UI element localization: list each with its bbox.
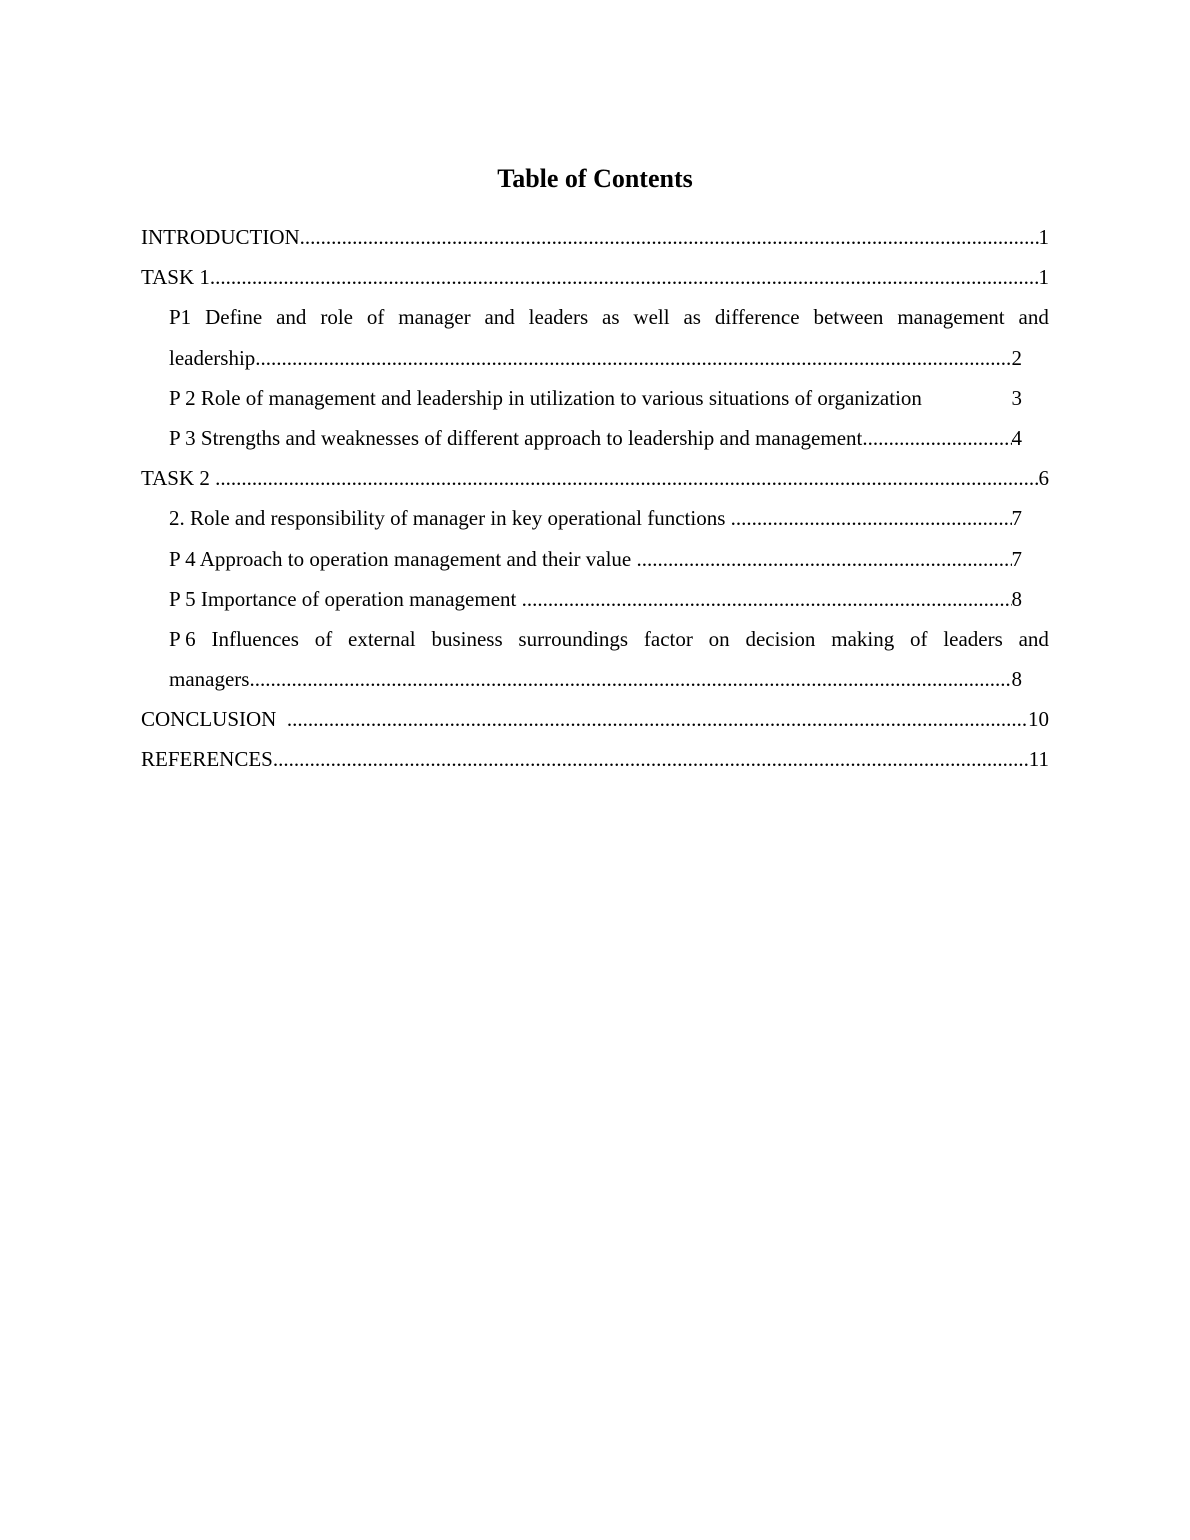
toc-entry-page: 7 (1011, 546, 1022, 571)
toc-entry-label: INTRODUCTION (141, 225, 300, 249)
toc-word: of (366, 305, 385, 330)
toc-entry-label: managers (169, 667, 250, 692)
toc-entry-p4[interactable] (169, 539, 1022, 579)
toc-word: Define (205, 305, 263, 330)
dot-leader (522, 579, 1012, 619)
toc-entry-label: P 4 Approach to operation management and their value (169, 546, 637, 571)
toc-entry-page: 11 (1028, 747, 1049, 772)
toc-word: P 6 (169, 626, 196, 651)
toc-entry-p3[interactable] (169, 418, 1022, 458)
toc-word: leaders (528, 305, 589, 330)
toc-entry-label: TASK 2 (141, 466, 216, 491)
toc-entry-page: 8 (1011, 667, 1022, 692)
toc-word: surroundings (518, 626, 629, 651)
table-of-contents (141, 217, 1049, 780)
toc-word: management (897, 305, 1005, 330)
toc-entry-conclusion[interactable] (141, 699, 1049, 739)
toc-title: Table of Contents (497, 164, 693, 193)
dot-leader (273, 739, 1029, 779)
toc-entry-label: P 2 Role of management and leadership in utilization to various situations of organization (169, 385, 922, 410)
dot-leader (255, 338, 1011, 378)
toc-word: of (314, 626, 333, 651)
toc-word: factor (643, 626, 693, 651)
toc-word: leaders (943, 626, 1003, 651)
toc-entry-page: 10 (1028, 707, 1049, 732)
toc-entry-p5[interactable] (169, 579, 1022, 619)
toc-word: external (348, 626, 416, 651)
dot-leader (210, 257, 1039, 297)
toc-word: role (320, 305, 353, 330)
toc-entry-p6[interactable] (169, 619, 1049, 699)
dot-leader (249, 659, 1011, 699)
toc-word: Influences (211, 626, 299, 651)
dot-leader (287, 699, 1028, 739)
toc-entry-label: 2. Role and responsibility of manager in key operational functions (169, 506, 731, 531)
toc-word: making (831, 626, 895, 651)
toc-word: and (1018, 305, 1049, 330)
toc-word: as (602, 305, 620, 330)
toc-word: between (813, 305, 884, 330)
toc-entry-p6-second-line (169, 659, 1022, 699)
toc-word: decision (745, 626, 816, 651)
toc-word: P1 (169, 305, 192, 330)
toc-entry-task-2[interactable] (141, 458, 1049, 498)
toc-word: well (633, 305, 670, 330)
toc-entry-role-responsibility[interactable] (169, 498, 1022, 538)
toc-entry-label: P 5 Importance of operation management (169, 586, 522, 611)
toc-entry-references[interactable] (141, 739, 1049, 779)
toc-word: difference (714, 305, 800, 330)
toc-entry-label: TASK 1 (141, 265, 210, 290)
toc-entry-label: CONCLUSION (141, 707, 287, 732)
toc-word: business (431, 626, 503, 651)
toc-entry-p1[interactable] (169, 297, 1049, 377)
toc-entry-page: 4 (1011, 425, 1022, 450)
toc-word: and (1018, 626, 1049, 651)
toc-entry-task-1[interactable] (141, 257, 1049, 297)
toc-entry-page: 7 (1011, 506, 1022, 531)
toc-entry-page: 6 (1038, 466, 1049, 491)
dot-leader (215, 458, 1038, 498)
toc-entry-p1-second-line (169, 338, 1022, 378)
dot-leader (862, 418, 1011, 458)
toc-entry-label: P 3 Strengths and weaknesses of different approach to leadership and management (169, 425, 863, 450)
toc-word: and (484, 305, 515, 330)
toc-entry-label: leadership (169, 345, 256, 370)
toc-word: of (910, 626, 928, 651)
toc-entry-page: 2 (1011, 345, 1022, 370)
toc-entry-page: 8 (1011, 586, 1022, 611)
toc-entry-page: 1 (1038, 225, 1049, 249)
toc-word: and (276, 305, 307, 330)
toc-entry-page: 1 (1038, 265, 1049, 290)
toc-entry-page: 3 (1011, 385, 1022, 410)
dot-leader (731, 498, 1012, 538)
toc-entry-introduction[interactable] (141, 217, 1049, 257)
toc-word: manager (398, 305, 471, 330)
dot-leader (300, 217, 1039, 257)
toc-entry-label: REFERENCES (141, 747, 273, 772)
toc-entry-p6-first-line (169, 619, 1049, 659)
dot-leader (637, 539, 1012, 579)
toc-word: as (683, 305, 701, 330)
toc-entry-p2[interactable] (169, 378, 1022, 418)
toc-entry-p1-first-line (169, 297, 1049, 337)
toc-word: on (708, 626, 730, 651)
